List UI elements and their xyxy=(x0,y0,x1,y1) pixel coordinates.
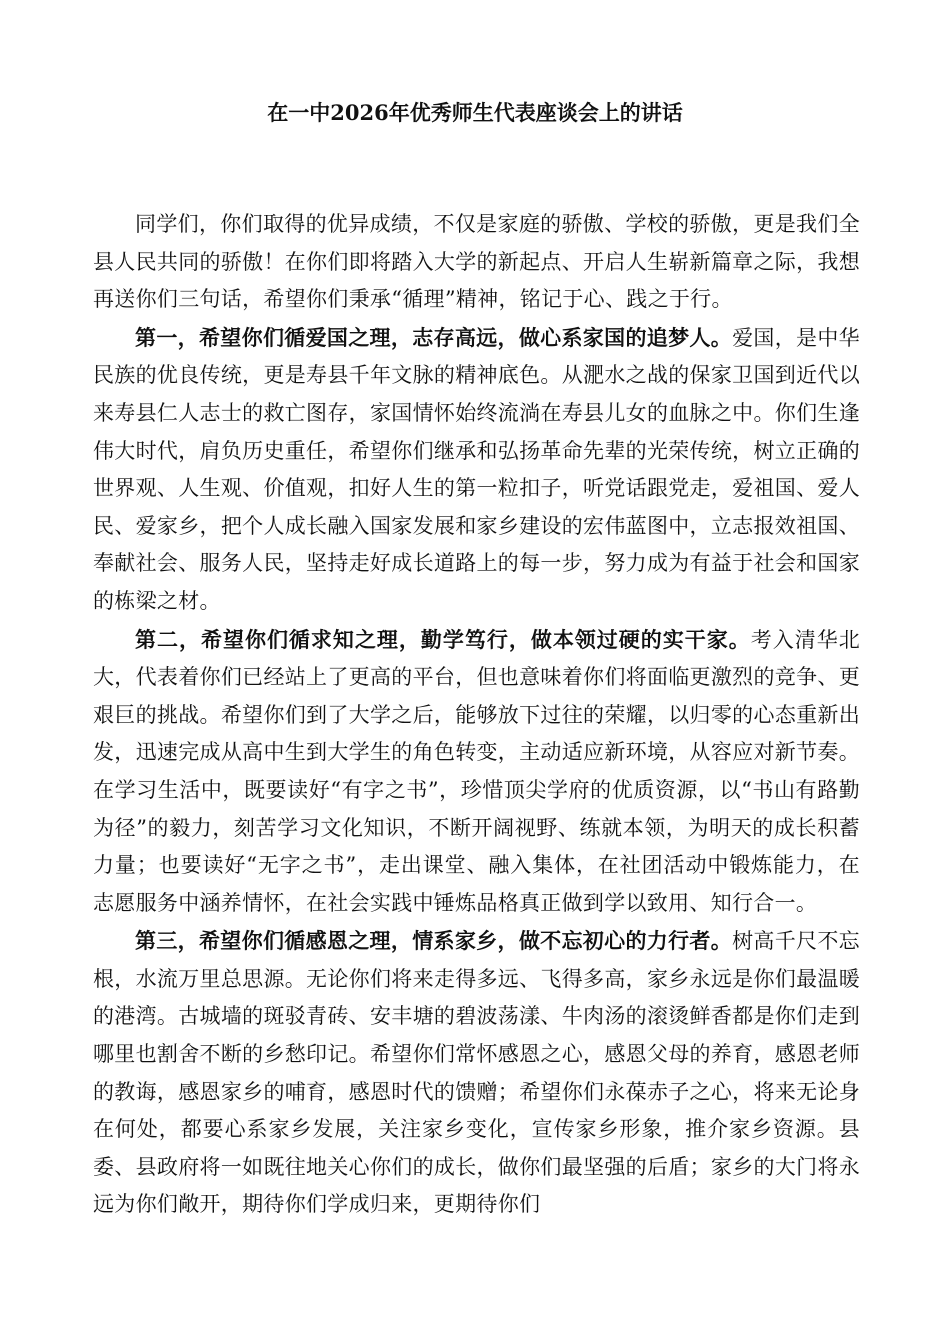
paragraph-text: 树高千尺不忘根，水流万里总思源。无论你们将来走得多远、飞得多高，家乡永远是你们最温暖的港湾。古城墙的斑驳青砖、安丰塘的碧波荡漾、牛肉汤的滚烫鲜香都是你们走到哪里也割舍不断的乡愁印记。希望你们常怀感恩之心，感恩父母的养育，感恩老师的教诲，感恩家乡的哺育，感恩时代的馈赠；希望你们永葆赤子之心，将来无论身在何处，都要心系家乡发展，关注家乡变化，宣传家乡形象，推介家乡资源。县委、县政府将一如既往地关心你们的成长，做你们最坚强的后盾；家乡的大门将永远为你们敞开，期待你们学成归来，更期待你们 xyxy=(93,929,860,1217)
paragraph-intro xyxy=(93,205,860,319)
paragraph-lead: 第三，希望你们循感恩之理，情系家乡，做不忘初心的力行者。 xyxy=(135,928,733,954)
document-title: 在一中2026年优秀师生代表座谈会上的讲话 xyxy=(267,100,683,125)
paragraph-text: 爱国，是中华民族的优良传统，更是寿县千年文脉的精神底色。从淝水之战的保家卫国到近代以来寿县仁人志士的救亡图存，家国情怀始终流淌在寿县儿女的血脉之中。你们生逢伟大时代，肩负历史重任，希望你们继承和弘扬革命先辈的光荣传统，树立正确的世界观、人生观、价值观，扣好人生的第一粒扣子，听党话跟党走，爱祖国、爱人民、爱家乡，把个人成长融入国家发展和家乡建设的宏伟蓝图中，立志报效祖国、奉献社会、服务人民，坚持走好成长道路上的每一步，努力成为有益于社会和国家的栋梁之材。 xyxy=(93,325,860,613)
document-body xyxy=(93,205,860,1224)
paragraph-text: 考入清华北大，代表着你们已经站上了更高的平台，但也意味着你们将面临更激烈的竞争、更艰巨的挑战。希望你们到了大学之后，能够放下过往的荣耀，以归零的心态重新出发，迅速完成从高中生到大学生的角色转变，主动适应新环境，从容应对新节奏。在学习生活中，既要读好“有字之书”，珍惜顶尖学府的优质资源，以“书山有路勤为径”的毅力，刻苦学习文化知识，不断开阔视野、练就本领，为明天的成长积蓄力量；也要读好“无字之书”，走出课堂、融入集体，在社团活动中锻炼能力，在志愿服务中涵养情怀，在社会实践中锤炼品格真正做到学以致用、知行合一。 xyxy=(93,627,860,915)
paragraph-third-point xyxy=(93,922,860,1224)
paragraph-lead: 第一，希望你们循爱国之理，志存高远，做心系家国的追梦人。 xyxy=(135,324,733,350)
paragraph-lead: 第二，希望你们循求知之理，勤学笃行，做本领过硬的实干家。 xyxy=(135,626,751,652)
paragraph-first-point xyxy=(93,319,860,621)
paragraph-text: 同学们，你们取得的优异成绩，不仅是家庭的骄傲、学校的骄傲，更是我们全县人民共同的骄傲！在你们即将踏入大学的新起点、开启人生崭新篇章之际，我想再送你们三句话，希望你们秉承“循理”精神，铭记于心、践之于行。 xyxy=(93,212,860,312)
paragraph-second-point xyxy=(93,621,860,923)
